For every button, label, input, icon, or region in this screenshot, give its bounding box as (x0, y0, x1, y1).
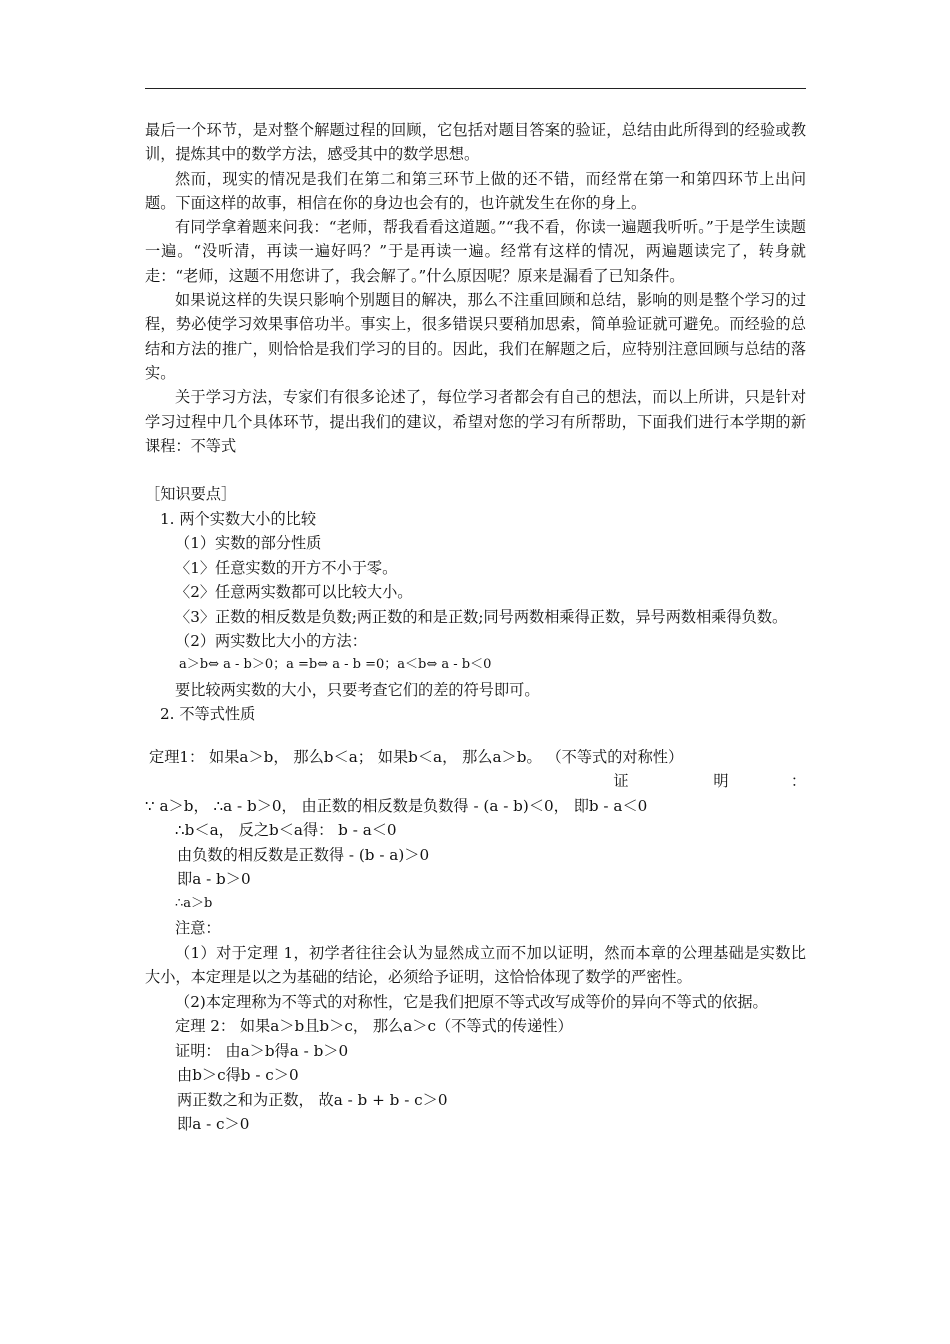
proof-line-1: ∵ a＞b， ∴a - b＞0， 由正数的相反数是负数得 - (a - b)＜0， 即b - a＜0 (145, 796, 648, 815)
property-2: 〈2〉任意两实数都可以比较大小。 (175, 583, 413, 602)
property-3: 〈3〉正数的相反数是负数;两正数的和是正数;同号两数相乘得正数，异号两数相乘得负数。 (175, 607, 788, 626)
note-heading: 注意： (175, 919, 221, 938)
item-2-heading: 2. 不等式性质 (160, 705, 256, 724)
header-rule (145, 88, 806, 89)
proof-line-5: ∴a＞b (175, 895, 213, 911)
paragraph-4: 如果说这样的失误只影响个别题目的解决，那么不注重回顾和总结，影响的则是整个学习的过程，势必使学习效果事倍功半。事实上，很多错误只要稍加思索，简单验证就可避免。而经验的总结和方法的推广，则恰恰是我们学习的目的。因此，我们在解题之后，应特别注意回顾与总结的落实。 (145, 291, 806, 382)
sub-heading-2: （2）两实数比大小的方法： (175, 631, 367, 650)
proof-line-2: ∴b＜a， 反之b＜a得： b - a＜0 (175, 821, 397, 840)
document-body (145, 118, 806, 1137)
proof-label (145, 769, 806, 794)
sub-heading-1: （1）实数的部分性质 (175, 534, 322, 553)
proof-label-char-2: 明 (713, 772, 729, 791)
paragraph-1: 最后一个环节，是对整个解题过程的回顾，它包括对题目答案的验证，总结由此所得到的经验或教训，提炼其中的数学方法，感受其中的数学思想。 (145, 121, 806, 164)
paragraph-3: 有同学拿着题来问我：“老师，帮我看看这道题。”“我不看，你读一遍题我听听。”于是学生读题一遍。“没听清，再读一遍好吗？”于是再读一遍。经常有这样的情况，两遍题读完了，转身就走：“老师，这题不用您讲了，我会解了。”什么原因呢？原来是漏看了已知条件。 (145, 218, 806, 285)
property-1: 〈1〉任意实数的开方不小于零。 (175, 558, 398, 577)
proof-line-3: 由负数的相反数是正数得 - (b - a)＞0 (177, 845, 430, 864)
theorem-2-proof-1: 证明： 由a＞b得a - b＞0 (175, 1041, 349, 1060)
theorem-2-statement: 定理 2： 如果a＞b且b＞c， 那么a＞c（不等式的传递性） (175, 1017, 573, 1036)
theorem-2-proof-4: 即a - c＞0 (177, 1115, 250, 1134)
theorem-2-proof-2: 由b＞c得b - c＞0 (177, 1066, 299, 1085)
theorem-2-proof-3: 两正数之和为正数， 故a - b + b - c＞0 (177, 1090, 448, 1109)
note-2: （2)本定理称为不等式的对称性，它是我们把原不等式改写成等价的异向不等式的依据。 (175, 992, 768, 1011)
paragraph-2: 然而，现实的情况是我们在第二和第三环节上做的还不错，而经常在第一和第四环节上出问题。下面这样的故事，相信在你的身边也会有的，也许就发生在你的身上。 (145, 169, 806, 212)
theorem-1-statement: 定理1： 如果a＞b， 那么b＜a； 如果b＜a， 那么a＞b。 （不等式的对称性） (149, 747, 684, 766)
proof-label-char-1: 证 (613, 772, 629, 791)
comparison-method: a＞b⇔ a - b＞0；a =b⇔ a - b =0；a＜b⇔ a - b＜0 (179, 657, 492, 673)
proof-line-4: 即a - b＞0 (177, 870, 251, 889)
paragraph-5: 关于学习方法，专家们有很多论述了，每位学习者都会有自己的想法，而以上所讲，只是针对学习过程中几个具体环节，提出我们的建议，希望对您的学习有所帮助，下面我们进行本学期的新课程：不等式 (145, 388, 806, 455)
proof-label-char-3: ： (790, 772, 806, 791)
knowledge-heading: ［知识要点］ (145, 485, 237, 504)
item-1-heading: 1. 两个实数大小的比较 (160, 509, 317, 528)
note-1: （1）对于定理 1，初学者往往会认为显然成立而不加以证明，然而本章的公理基础是实数比大小，本定理是以之为基础的结论，必须给予证明，这恰恰体现了数学的严密性。 (145, 943, 806, 987)
comparison-note: 要比较两实数的大小，只要考查它们的差的符号即可。 (175, 680, 540, 699)
